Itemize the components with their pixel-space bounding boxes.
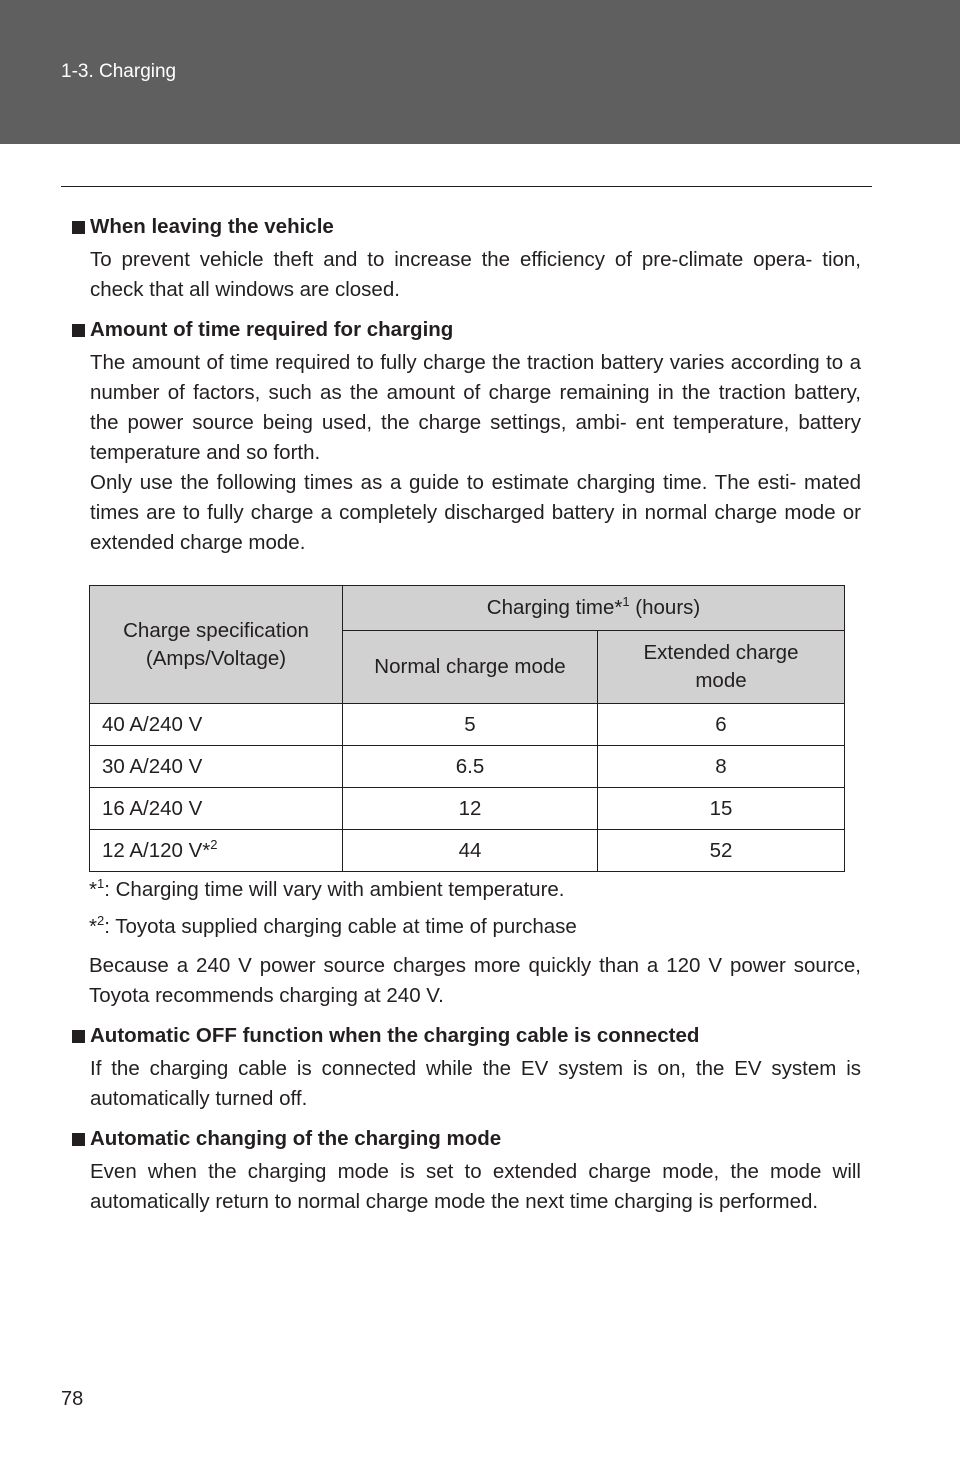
extended-cell: 15 (598, 788, 845, 830)
footnotes (89, 875, 861, 1011)
normal-cell: 5 (343, 704, 598, 746)
table-row (90, 746, 845, 788)
page-number: 78 (61, 1388, 84, 1410)
spec-cell: 12 A/120 V*$^2$ (90, 830, 343, 872)
paragraph: The amount of time required to fully charge the traction battery varies according to a number of factors, such as the amount of charge remaining in the traction battery, the power source being used, the charge settings, ambi- ent temperature, battery temperature and so forth. Only use the following times as a guide to estimate charging time. The esti- mated times are to fully charge a completely discharged battery in normal charge mode or extended charge mode. (90, 351, 861, 554)
spec-cell: 16 A/240 V (90, 788, 343, 830)
footnote: *$^1$: Charging time will vary with ambient temperature. (89, 876, 565, 901)
bullet-square-icon (72, 324, 85, 337)
section-heading: When leaving the vehicle (72, 212, 861, 242)
page-header (0, 0, 960, 144)
table-row (90, 788, 845, 830)
section-heading: Automatic changing of the charging mode (72, 1124, 861, 1154)
spec-cell: 40 A/240 V (90, 704, 343, 746)
block-leaving-vehicle (72, 212, 861, 305)
block-automatic-off (72, 1021, 861, 1114)
normal-cell: 44 (343, 830, 598, 872)
col-normal-mode-header: Normal charge mode (343, 631, 598, 704)
extended-cell: 8 (598, 746, 845, 788)
paragraph: To prevent vehicle theft and to increase the efficiency of pre-climate opera- tion, check that all windows are closed. (90, 248, 861, 301)
section-heading: Automatic OFF function when the charging cable is connected (72, 1021, 861, 1051)
normal-cell: 12 (343, 788, 598, 830)
col-extended-mode-header: Extended charge mode (598, 631, 845, 704)
paragraph: Even when the charging mode is set to extended charge mode, the mode will automatically return to normal charge mode the next time charging is performed. (90, 1160, 861, 1213)
extended-cell: 6 (598, 704, 845, 746)
block-charging-time (72, 315, 861, 1011)
header-rule (61, 186, 872, 187)
bullet-square-icon (72, 221, 85, 234)
normal-cell: 6.5 (343, 746, 598, 788)
table-row (90, 830, 845, 872)
col-charge-spec-header: Charge specification (Amps/Voltage) (90, 586, 343, 704)
footnote: *$^2$: Toyota supplied charging cable at time of purchase (89, 913, 577, 938)
page-content (72, 212, 861, 1217)
section-title: 1-3. Charging (61, 61, 177, 82)
col-charging-time-header: Charging time*$^1$ (hours) (343, 586, 845, 631)
bullet-square-icon (72, 1133, 85, 1146)
charging-time-table (89, 585, 845, 872)
paragraph: If the charging cable is connected while the EV system is on, the EV system is automatically turned off. (90, 1057, 861, 1110)
section-heading: Amount of time required for charging (72, 315, 861, 345)
block-automatic-mode-change (72, 1124, 861, 1217)
bullet-square-icon (72, 1030, 85, 1043)
extended-cell: 52 (598, 830, 845, 872)
spec-cell: 30 A/240 V (90, 746, 343, 788)
table-row (90, 704, 845, 746)
paragraph: Because a 240 V power source charges more quickly than a 120 V power source, Toyota recommends charging at 240 V. (89, 954, 861, 1007)
